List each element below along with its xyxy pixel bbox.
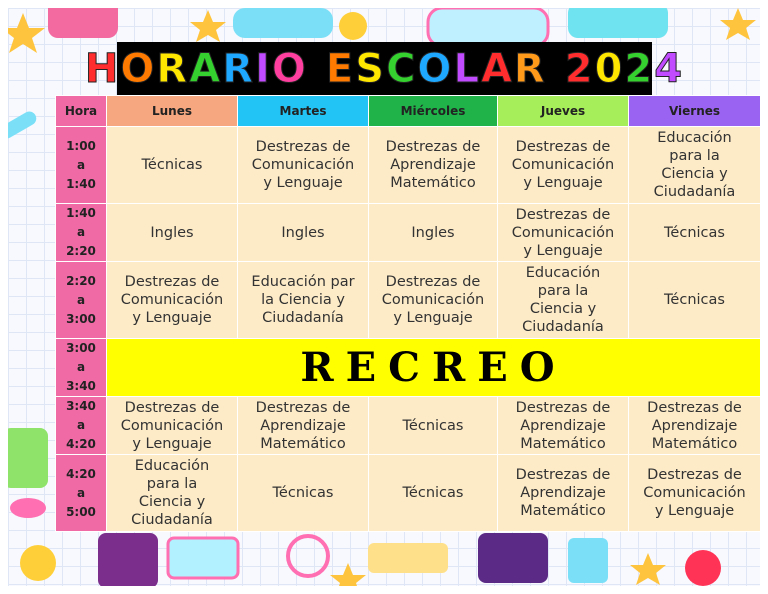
header-row [56, 96, 761, 127]
time-slot: 4:20 a 5:00 [56, 455, 107, 532]
header-day: Martes [238, 96, 369, 127]
subject-cell: Destrezas de Comunicación y Lenguaje [498, 204, 629, 262]
time-slot: 3:40 a 4:20 [56, 397, 107, 455]
subject-cell: Educación par la Ciencia y Ciudadanía [238, 262, 369, 339]
subject-cell: Destrezas de Aprendizaje Matemático [498, 455, 629, 532]
subject-cell: Ingles [238, 204, 369, 262]
subject-cell: Técnicas [107, 127, 238, 204]
recess-banner: RECREO [107, 339, 761, 397]
table-row [56, 262, 761, 339]
header-day: Viernes [629, 96, 761, 127]
table-row [56, 204, 761, 262]
subject-cell: Destrezas de Comunicación y Lenguaje [238, 127, 369, 204]
time-slot: 1:00 a 1:40 [56, 127, 107, 204]
subject-cell: Educación para la Ciencia y Ciudadanía [498, 262, 629, 339]
table-row [56, 127, 761, 204]
subject-cell: Destrezas de Comunicación y Lenguaje [629, 455, 761, 532]
subject-cell: Destrezas de Aprendizaje Matemático [498, 397, 629, 455]
header-day: Lunes [107, 96, 238, 127]
page-title [85, 46, 684, 92]
subject-cell: Educación para la Ciencia y Ciudadanía [629, 127, 761, 204]
title-word: ESCOLAR [325, 46, 547, 92]
title-word: HORARIO [84, 46, 308, 92]
subject-cell: Técnicas [238, 455, 369, 532]
time-slot: 2:20 a 3:00 [56, 262, 107, 339]
header-day: Miércoles [369, 96, 498, 127]
subject-cell: Ingles [369, 204, 498, 262]
title-word: 2024 [564, 46, 685, 92]
subject-cell: Técnicas [629, 204, 761, 262]
subject-cell: Destrezas de Comunicación y Lenguaje [369, 262, 498, 339]
subject-cell: Destrezas de Comunicación y Lenguaje [498, 127, 629, 204]
subject-cell: Técnicas [369, 455, 498, 532]
table-row [56, 455, 761, 532]
time-slot: 1:40 a 2:20 [56, 204, 107, 262]
subject-cell: Ingles [107, 204, 238, 262]
time-slot: 3:00 a 3:40 [56, 339, 107, 397]
title-banner [84, 42, 685, 96]
subject-cell: Destrezas de Aprendizaje Matemático [238, 397, 369, 455]
header-day: Jueves [498, 96, 629, 127]
subject-cell: Educación para la Ciencia y Ciudadanía [107, 455, 238, 532]
table-row [56, 397, 761, 455]
subject-cell: Técnicas [629, 262, 761, 339]
schedule-table [55, 95, 761, 532]
subject-cell: Técnicas [369, 397, 498, 455]
subject-cell: Destrezas de Comunicación y Lenguaje [107, 397, 238, 455]
subject-cell: Destrezas de Aprendizaje Matemático [629, 397, 761, 455]
header-hora: Hora [56, 96, 107, 127]
table-row [56, 339, 761, 397]
subject-cell: Destrezas de Aprendizaje Matemático [369, 127, 498, 204]
subject-cell: Destrezas de Comunicación y Lenguaje [107, 262, 238, 339]
